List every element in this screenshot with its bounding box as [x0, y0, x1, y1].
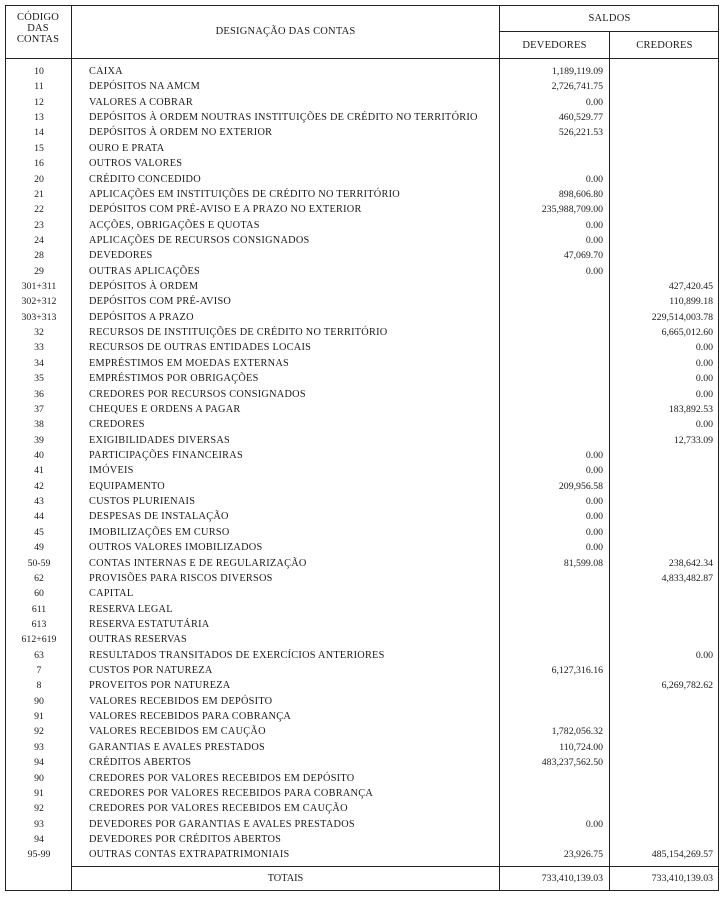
- credit-balance: 183,892.53: [668, 403, 713, 415]
- debit-balance: 0.00: [585, 496, 603, 508]
- account-name: APLICAÇÕES DE RECURSOS CONSIGNADOS: [89, 234, 310, 246]
- debit-balance: 0.00: [585, 265, 603, 277]
- debit-balance: 526,221.53: [558, 127, 603, 139]
- account-code: 10: [34, 66, 44, 77]
- credit-balance: 238,642.34: [668, 557, 713, 569]
- account-name: DEPÓSITOS NA AMCM: [89, 81, 201, 93]
- credit-balance: 0.00: [695, 388, 713, 400]
- credit-balance: 0.00: [695, 357, 713, 369]
- debit-balance: 0.00: [585, 173, 603, 185]
- account-name: DEPÓSITOS COM PRÉ-AVISO: [89, 296, 232, 308]
- accounts-table-body: [5, 64, 719, 863]
- account-name: EMPRÉSTIMOS EM MOEDAS EXTERNAS: [89, 357, 290, 369]
- table-row: [5, 141, 719, 156]
- table-row: [5, 740, 719, 755]
- table-row: [5, 433, 719, 448]
- table-row: [5, 310, 719, 325]
- designation-column-header: DESIGNAÇÃO DAS CONTAS: [215, 26, 356, 37]
- credit-balance: 229,514,003.78: [651, 311, 713, 323]
- account-code: 29: [34, 265, 44, 277]
- credit-balance: 6,665,012.60: [661, 327, 713, 339]
- credit-balance: 0.00: [695, 373, 713, 385]
- account-code: 39: [34, 434, 44, 446]
- account-name: DEPÓSITOS À ORDEM NO EXTERIOR: [89, 127, 273, 139]
- debit-balance: 898,606.80: [558, 188, 603, 200]
- account-code: 60: [34, 588, 44, 600]
- account-code: 303+313: [21, 311, 57, 323]
- table-row: [5, 786, 719, 801]
- table-row: [5, 95, 719, 110]
- debit-balance: 235,988,709.00: [541, 204, 603, 216]
- account-name: CAPITAL: [89, 588, 134, 600]
- table-row: [5, 755, 719, 770]
- account-name: APLICAÇÕES EM INSTITUIÇÕES DE CRÉDITO NO TERRITÓRIO: [89, 188, 400, 200]
- credit-balance: 12,733.09: [673, 434, 713, 446]
- table-row: [5, 448, 719, 463]
- table-row: [5, 387, 719, 402]
- code-header-line-3: CONTAS: [16, 34, 60, 45]
- debit-balance: 0.00: [585, 542, 603, 554]
- credit-balance: 6,269,782.62: [661, 680, 713, 692]
- table-row: [5, 187, 719, 202]
- totals-debit: 733,410,139.03: [541, 873, 603, 884]
- table-row: [5, 509, 719, 524]
- account-code: 41: [34, 465, 44, 477]
- table-row: [5, 771, 719, 786]
- table-row: [5, 248, 719, 263]
- table-row: [5, 233, 719, 248]
- account-code: 90: [34, 772, 44, 784]
- account-code: 94: [34, 833, 44, 845]
- table-row: [5, 64, 719, 79]
- header-bottom-rule: [5, 58, 719, 59]
- account-name: DEPÓSITOS À ORDEM NOUTRAS INSTITUIÇÕES DE CRÉDITO NO TERRITÓRIO: [89, 112, 478, 124]
- account-code: 13: [34, 112, 44, 124]
- account-code: 33: [34, 342, 44, 354]
- account-code: 611: [31, 603, 47, 615]
- code-header-line-1: CÓDIGO: [16, 12, 60, 23]
- table-row: [5, 371, 719, 386]
- debit-balance: 2,726,741.75: [551, 81, 603, 93]
- table-row: [5, 156, 719, 171]
- account-name: DEVEDORES POR GARANTIAS E AVALES PRESTADOS: [89, 818, 355, 830]
- account-code: 14: [34, 127, 44, 139]
- account-name: OURO E PRATA: [89, 142, 165, 154]
- table-row: [5, 586, 719, 601]
- debit-balance: 0.00: [585, 234, 603, 246]
- account-code: 23: [34, 219, 44, 231]
- table-row: [5, 325, 719, 340]
- account-name: DESPESAS DE INSTALAÇÃO: [89, 511, 229, 523]
- account-name: OUTROS VALORES IMOBILIZADOS: [89, 542, 263, 554]
- table-row: [5, 494, 719, 509]
- account-code: 301+311: [21, 281, 57, 293]
- account-code: 43: [34, 496, 44, 508]
- table-row: [5, 571, 719, 586]
- account-name: EXIGIBILIDADES DIVERSAS: [89, 434, 231, 446]
- account-code: 302+312: [21, 296, 57, 308]
- debit-balance: 81,599.08: [563, 557, 603, 569]
- account-name: DEPÓSITOS A PRAZO: [89, 311, 194, 323]
- account-name: PROVEITOS POR NATUREZA: [89, 680, 231, 692]
- table-row: [5, 709, 719, 724]
- account-name: RECURSOS DE INSTITUIÇÕES DE CRÉDITO NO TERRITÓRIO: [89, 327, 388, 339]
- account-name: RECURSOS DE OUTRAS ENTIDADES LOCAIS: [89, 342, 312, 354]
- table-row: [5, 125, 719, 140]
- table-row: [5, 172, 719, 187]
- account-name: CHEQUES E ORDENS A PAGAR: [89, 403, 241, 415]
- account-name: CUSTOS POR NATUREZA: [89, 665, 213, 677]
- totals-label: TOTAIS: [267, 873, 304, 884]
- table-row: [5, 694, 719, 709]
- table-row: [5, 847, 719, 862]
- debit-balance: 0.00: [585, 818, 603, 830]
- account-name: DEPÓSITOS COM PRÉ-AVISO E A PRAZO NO EXTERIOR: [89, 204, 362, 216]
- credit-balance: 427,420.45: [668, 281, 713, 293]
- account-name: OUTRAS APLICAÇÕES: [89, 265, 200, 277]
- credit-balance: 0.00: [695, 342, 713, 354]
- credit-column-header: CREDORES: [636, 40, 693, 51]
- account-code: 42: [34, 480, 44, 492]
- totals-credit: 733,410,139.03: [651, 873, 713, 884]
- account-name: RESERVA ESTATUTÁRIA: [89, 618, 210, 630]
- account-name: EMPRÉSTIMOS POR OBRIGAÇÕES: [89, 373, 259, 385]
- account-code: 40: [34, 449, 44, 461]
- account-code: 612+619: [21, 634, 57, 646]
- table-row: [5, 663, 719, 678]
- account-name: VALORES RECEBIDOS PARA COBRANÇA: [89, 711, 292, 723]
- account-name: PARTICIPAÇÕES FINANCEIRAS: [89, 449, 243, 461]
- debit-balance: 1,782,056.32: [551, 726, 603, 738]
- account-code: 24: [34, 234, 44, 246]
- table-row: [5, 801, 719, 816]
- account-name: VALORES RECEBIDOS EM DEPÓSITO: [89, 695, 273, 707]
- debit-balance: 209,956.58: [558, 480, 603, 492]
- account-name: DEVEDORES: [89, 250, 153, 262]
- credit-balance: 0.00: [695, 649, 713, 661]
- table-row: [5, 279, 719, 294]
- account-code: 35: [34, 373, 44, 385]
- table-row: [5, 724, 719, 739]
- account-code: 37: [34, 403, 44, 415]
- account-code: 49: [34, 542, 44, 554]
- account-name: IMÓVEIS: [89, 465, 134, 477]
- debit-balance: 0.00: [585, 465, 603, 477]
- debit-balance: 0.00: [585, 219, 603, 231]
- credit-balance: 4,833,482.87: [661, 572, 713, 584]
- account-code: 32: [34, 327, 44, 339]
- account-code: 12: [34, 96, 44, 108]
- account-name: CREDORES POR VALORES RECEBIDOS EM DEPÓSITO: [89, 772, 355, 784]
- credit-balance: 485,154,269.57: [651, 849, 713, 861]
- account-code: 91: [34, 711, 44, 723]
- account-name: CAIXA: [89, 66, 123, 77]
- credit-balance: 110,899.18: [669, 296, 713, 308]
- balances-header-rule: [499, 31, 719, 32]
- table-row: [5, 525, 719, 540]
- table-row: [5, 79, 719, 94]
- account-code: 93: [34, 741, 44, 753]
- debit-balance: 1,189,119.09: [551, 66, 603, 77]
- account-name: VALORES A COBRAR: [89, 96, 193, 108]
- account-name: DEVEDORES POR CRÉDITOS ABERTOS: [89, 833, 282, 845]
- table-row: [5, 479, 719, 494]
- table-row: [5, 540, 719, 555]
- code-header-line-2: DAS: [27, 23, 49, 34]
- table-row: [5, 602, 719, 617]
- table-row: [5, 678, 719, 693]
- account-code: 38: [34, 419, 44, 431]
- table-row: [5, 402, 719, 417]
- account-code: 44: [34, 511, 44, 523]
- account-name: OUTRAS CONTAS EXTRAPATRIMONIAIS: [89, 849, 290, 861]
- account-name: RESERVA LEGAL: [89, 603, 173, 615]
- account-code: 45: [34, 526, 44, 538]
- account-code: 28: [34, 250, 44, 262]
- account-code: 50-59: [27, 557, 51, 569]
- table-row: [5, 356, 719, 371]
- table-row: [5, 463, 719, 478]
- account-code: 11: [34, 81, 44, 93]
- account-name: OUTRAS RESERVAS: [89, 634, 188, 646]
- account-name: EQUIPAMENTO: [89, 480, 165, 492]
- account-code: 93: [34, 818, 44, 830]
- table-row: [5, 110, 719, 125]
- account-name: ACÇÕES, OBRIGAÇÕES E QUOTAS: [89, 219, 260, 231]
- account-name: OUTROS VALORES: [89, 158, 183, 170]
- account-code: 62: [34, 572, 44, 584]
- table-row: [5, 218, 719, 233]
- table-row: [5, 832, 719, 847]
- account-name: PROVISÕES PARA RISCOS DIVERSOS: [89, 572, 273, 584]
- table-row: [5, 264, 719, 279]
- debit-balance: 47,069.70: [563, 250, 603, 262]
- account-code: 92: [34, 726, 44, 738]
- credit-balance: 0.00: [695, 419, 713, 431]
- account-code: 7: [36, 665, 42, 677]
- account-code: 95-99: [27, 849, 51, 861]
- debit-balance: 110,724.00: [559, 741, 603, 753]
- balances-group-header: SALDOS: [588, 13, 631, 24]
- account-code: 16: [34, 158, 44, 170]
- debit-balance: 0.00: [585, 96, 603, 108]
- table-row: [5, 556, 719, 571]
- table-row: [5, 648, 719, 663]
- account-code: 22: [34, 204, 44, 216]
- debit-balance: 23,926.75: [563, 849, 603, 861]
- debit-balance: 6,127,316.16: [551, 665, 603, 677]
- account-name: CREDORES POR VALORES RECEBIDOS EM CAUÇÃO: [89, 803, 348, 815]
- account-code: 36: [34, 388, 44, 400]
- account-code: 63: [34, 649, 44, 661]
- debit-balance: 460,529.77: [558, 112, 603, 124]
- account-name: GARANTIAS E AVALES PRESTADOS: [89, 741, 266, 753]
- debit-balance: 0.00: [585, 511, 603, 523]
- table-row: [5, 417, 719, 432]
- account-code: 613: [31, 618, 47, 630]
- debit-column-header: DEVEDORES: [522, 40, 587, 51]
- account-name: CUSTOS PLURIENAIS: [89, 496, 196, 508]
- account-name: CONTAS INTERNAS E DE REGULARIZAÇÃO: [89, 557, 307, 569]
- account-name: IMOBILIZAÇÕES EM CURSO: [89, 526, 230, 538]
- account-code: 21: [34, 188, 44, 200]
- account-name: CREDORES POR VALORES RECEBIDOS PARA COBRANÇA: [89, 787, 374, 799]
- account-code: 20: [34, 173, 44, 185]
- table-row: [5, 202, 719, 217]
- debit-balance: 0.00: [585, 526, 603, 538]
- account-code: 94: [34, 757, 44, 769]
- account-name: DEPÓSITOS À ORDEM: [89, 281, 199, 293]
- table-row: [5, 617, 719, 632]
- table-row: [5, 340, 719, 355]
- account-name: CRÉDITOS ABERTOS: [89, 757, 192, 769]
- account-name: CRÉDITO CONCEDIDO: [89, 173, 201, 185]
- account-name: VALORES RECEBIDOS EM CAUÇÃO: [89, 726, 266, 738]
- account-code: 15: [34, 142, 44, 154]
- table-row: [5, 294, 719, 309]
- account-code: 8: [36, 680, 42, 692]
- table-row: [5, 632, 719, 647]
- account-name: CREDORES: [89, 419, 145, 431]
- account-name: RESULTADOS TRANSITADOS DE EXERCÍCIOS ANTERIORES: [89, 649, 385, 661]
- account-code: 90: [34, 695, 44, 707]
- account-code: 91: [34, 787, 44, 799]
- debit-balance: 483,237,562.50: [541, 757, 603, 769]
- account-code: 34: [34, 357, 44, 369]
- debit-balance: 0.00: [585, 449, 603, 461]
- account-code: 92: [34, 803, 44, 815]
- code-column-header: [5, 12, 71, 45]
- table-row: [5, 817, 719, 832]
- account-name: CREDORES POR RECURSOS CONSIGNADOS: [89, 388, 306, 400]
